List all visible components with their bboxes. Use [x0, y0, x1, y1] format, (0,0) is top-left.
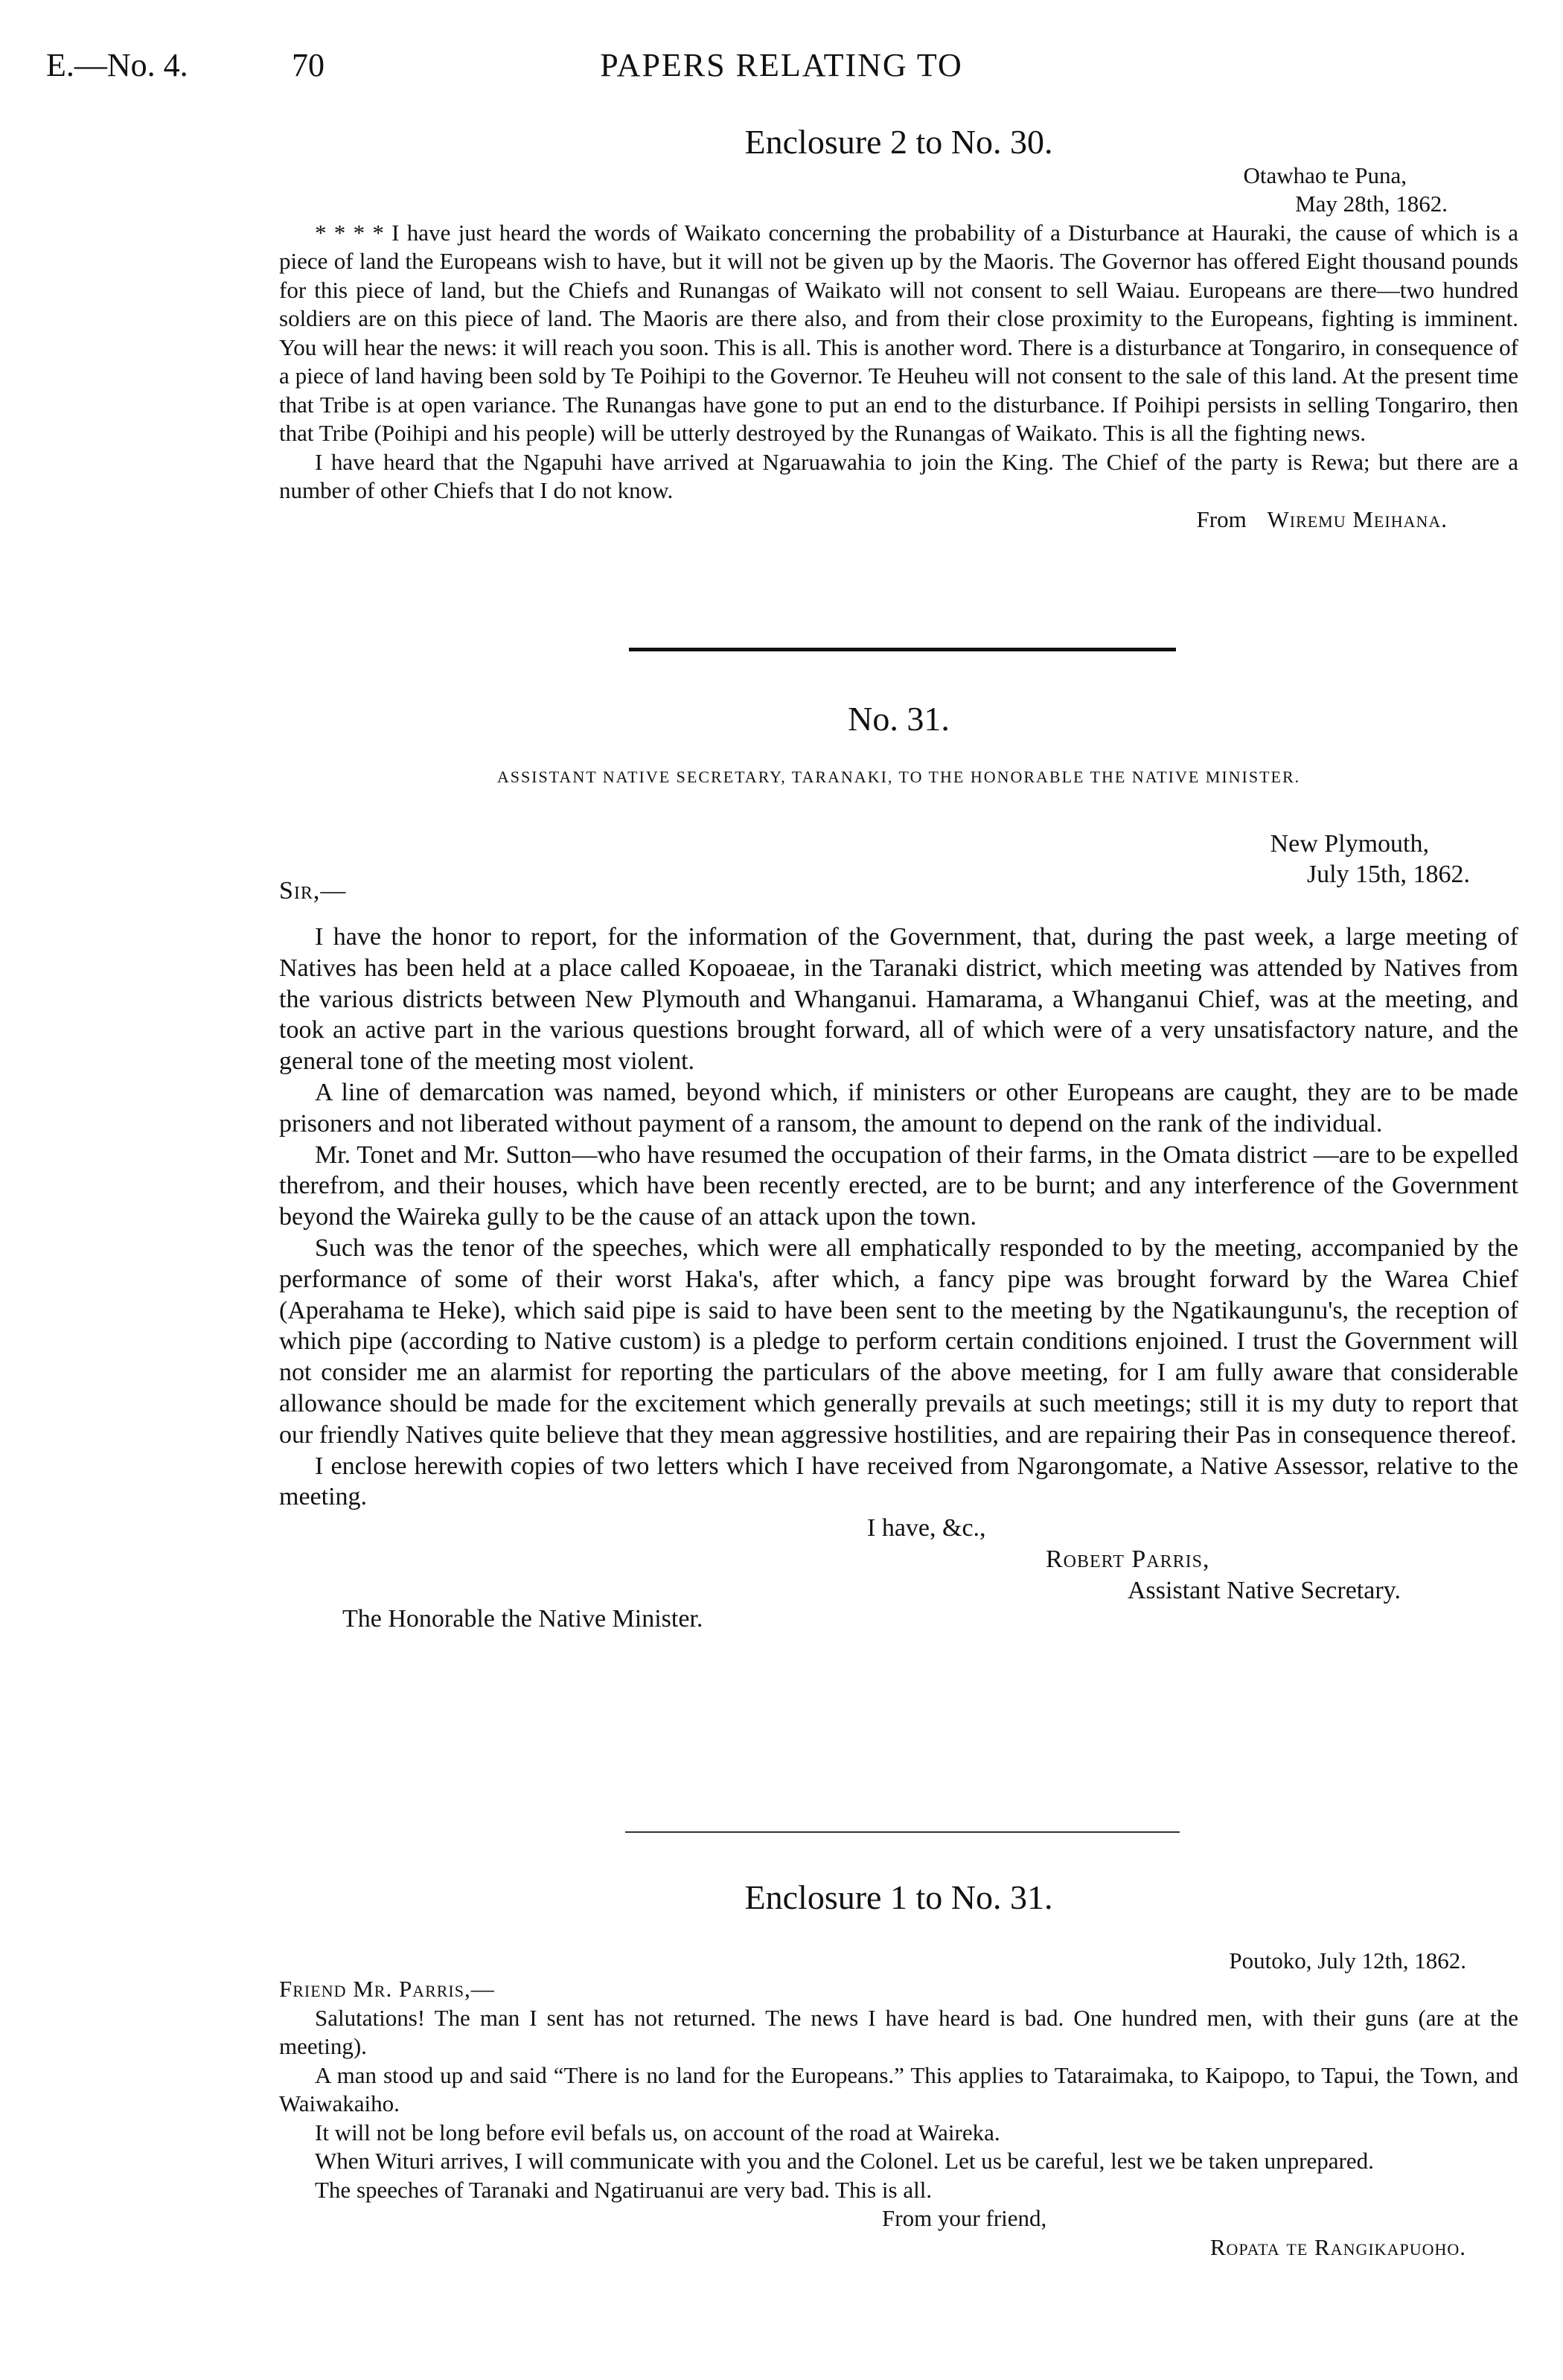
enclosure-2-place: Otawhao te Puna,: [1243, 162, 1407, 188]
enclosure-2-signature: Wiremu Meihana.: [1267, 505, 1448, 532]
no-31-title: No. 31.: [848, 700, 950, 738]
no-31-paragraph: I enclose herewith copies of two letters which I have received from Ngarongomate, a Native Assessor, relative to the meeting.: [279, 1452, 1518, 1511]
no-31-addressee: The Honorable the Native Minister.: [342, 1604, 703, 1633]
enclosure-1-paragraph: It will not be long before evil befals us, on account of the road at Waireka.: [315, 2119, 1000, 2145]
enclosure-1-place-date: Poutoko, July 12th, 1862.: [1229, 1947, 1466, 1974]
no-31-signature: Robert Parris,: [1046, 1545, 1210, 1573]
no-31-paragraph: I have the honor to report, for the information of the Government, that, during the past week, a large meeting of Natives has been held at a place called Kopoaeae, in the Taranaki district, which meeting was attended by Natives from the various districts between New Plymouth and Whanganui. Hamarama, a Whanganui Chief, was at the meeting, and took an active part in the various questions brought forward, all of which were of a very unsatisfactory nature, and the general tone of the meeting most violent.: [279, 922, 1518, 1076]
enclosure-2-title: Enclosure 2 to No. 30.: [744, 123, 1053, 161]
enclosure-2-from: From: [1196, 505, 1247, 532]
no-31-salutation: Sir,—: [279, 877, 347, 905]
no-31-place: New Plymouth,: [1270, 829, 1429, 858]
document-code: E.—No. 4.: [46, 47, 188, 83]
no-31-paragraph: Such was the tenor of the speeches, which were all emphatically responded to by the meeting, accompanied by the performance of some of their worst Haka's, after which, a fancy pipe was brought forward by the Warea Chief (Aperahama te Heke), which said pipe is said to have been sent to the meeting by the Ngatikaungunu's, the reception of which pipe (according to Native custom) is a pledge to perform certain conditions enjoined. I trust the Government will not consider me an alarmist for reporting the particulars of the above meeting, for I am fully aware that considerable allowance should be made for the excitement which generally prevails at such meetings; still it is my duty to report that our friendly Natives quite believe that they mean aggressive hostilities, and are repairing their Pas in consequence thereof.: [279, 1234, 1518, 1449]
page-number: 70: [292, 47, 325, 83]
enclosure-1-salutation: Friend Mr. Parris,—: [279, 1976, 495, 2002]
enclosure-2-paragraph: I have heard that the Ngapuhi have arrived at Ngaruawahia to join the King. The Chief of the party is Rewa; but there are a number of other Chiefs that I do not know.: [279, 448, 1518, 503]
enclosure-2-section: [279, 123, 1518, 534]
running-header: [46, 46, 1517, 98]
enclosure-1-from: From your friend,: [882, 2205, 1047, 2231]
no-31-section: [279, 700, 1518, 1634]
no-31-paragraph: Mr. Tonet and Mr. Sutton—who have resumed the occupation of their farms, in the Omata district —are to be expelled therefrom, and their houses, which have been recently erected, are to be burnt; and any interference of the Government beyond the Waireka gully to be the cause of an attack upon the town.: [279, 1140, 1518, 1231]
enclosure-2-signoff: [279, 505, 1518, 535]
enclosure-1-title: Enclosure 1 to No. 31.: [744, 1878, 1053, 1916]
enclosure-1-section: [279, 1878, 1518, 2262]
page-title: PAPERS RELATING TO: [600, 47, 963, 83]
enclosure-1-paragraph: A man stood up and said “There is no land for the Europeans.” This applies to Tataraimaka, to Kaipopo, to Tapui, the Town, and Waiwakaiho.: [279, 2061, 1518, 2116]
enclosure-2-paragraph: * * * * I have just heard the words of Waikato concerning the probability of a Disturbance at Hauraki, the cause of which is a piece of land the Europeans wish to have, but it will not be given up by the Maoris. The Governor has offered Eight thousand pounds for this piece of land, but the Chiefs and Runangas of Waikato will not consent to sell Waiau. Europeans are there—two hundred soldiers are on this piece of land. The Maoris are there also, and from their close proximity to the Europeans, fighting is imminent. You will hear the news: it will reach you soon. This is all. This is another word. There is a disturbance at Tongariro, in consequence of a piece of land having been sold by Te Poihipi to the Governor. Te Heuheu will not consent to the sale of this land. At the present time that Tribe is at open variance. The Runangas have gone to put an end to the disturbance. If Poihipi persists in selling Tongariro, then that Tribe (Poihipi and his people) will be utterly destroyed by the Runangas of Waikato. This is all the fighting news.: [279, 219, 1518, 446]
no-31-paragraph: A line of demarcation was named, beyond which, if ministers or other Europeans are caught, they are to be made prisoners and not liberated without payment of a ransom, the amount to depend on the rank of the individual.: [279, 1078, 1518, 1138]
no-31-signature-title: Assistant Native Secretary.: [1128, 1576, 1401, 1604]
section-divider: [629, 648, 1176, 651]
no-31-subheading: ASSISTANT NATIVE SECRETARY, TARANAKI, TO THE HONORABLE THE NATIVE MINISTER.: [496, 767, 1301, 786]
no-31-date: July 15th, 1862.: [1306, 861, 1470, 889]
enclosure-2-date: May 28th, 1862.: [1295, 191, 1448, 217]
enclosure-1-signature: Ropata te Rangikapuoho.: [1209, 2233, 1466, 2260]
section-divider: [625, 1831, 1180, 1833]
enclosure-1-paragraph: Salutations! The man I sent has not returned. The news I have heard is bad. One hundred men, with their guns (are at the meeting).: [279, 2004, 1518, 2059]
enclosure-1-paragraph: The speeches of Taranaki and Ngatiruanui are very bad. This is all.: [315, 2176, 933, 2203]
enclosure-1-paragraph: When Wituri arrives, I will communicate with you and the Colonel. Let us be careful, lest we be taken unprepared.: [315, 2148, 1374, 2174]
no-31-closing: I have, &c.,: [867, 1514, 986, 1542]
